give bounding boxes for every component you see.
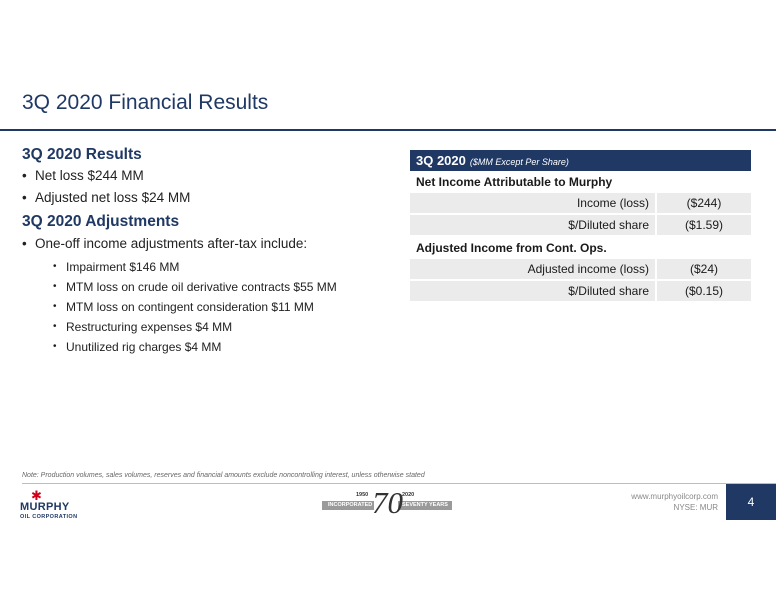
results-table <box>410 150 751 303</box>
table-header <box>410 150 751 171</box>
anniv-year-right: 2020 <box>402 492 415 498</box>
sub-bullet-rig-charges: • Unutilized rig charges $4 MM <box>22 338 402 356</box>
results-text-block <box>22 146 402 356</box>
row-label: Adjusted income (loss) <box>410 259 655 279</box>
table-section-net-income: Net Income Attributable to Murphy <box>416 175 613 189</box>
adjustments-heading: 3Q 2020 Adjustments <box>22 213 180 230</box>
table-row <box>410 215 751 235</box>
sub-bullet-impairment: • Impairment $146 MM <box>22 258 402 276</box>
footer-contact <box>631 491 718 513</box>
logo-wordmark: MURPHY <box>20 501 70 513</box>
ticker-symbol: NYSE: MUR <box>673 503 718 512</box>
title-divider <box>0 129 776 131</box>
results-heading: 3Q 2020 Results <box>22 146 142 163</box>
anniv-label-left: INCORPORATED <box>328 502 373 508</box>
page-title: 3Q 2020 Financial Results <box>22 91 269 114</box>
page-number: 4 <box>726 484 776 520</box>
footnote: Note: Production volumes, sales volumes, reserves and financial amounts exclude noncontrolling interest, unless otherwise stated <box>22 472 425 479</box>
row-label: $/Diluted share <box>410 281 655 301</box>
anniv-year-left: 1950 <box>356 492 369 498</box>
row-label: Income (loss) <box>410 193 655 213</box>
table-header-sub: ($MM Except Per Share) <box>469 157 569 167</box>
table-section-adjusted-income: Adjusted Income from Cont. Ops. <box>416 241 607 255</box>
star-icon: ✱ <box>31 488 42 503</box>
murphy-logo <box>20 489 90 523</box>
logo-subtitle: OIL CORPORATION <box>20 514 78 520</box>
row-value: ($24) <box>657 259 751 279</box>
table-row <box>410 193 751 213</box>
sub-bullet-mtm-contingent: • MTM loss on contingent consideration $11 MM <box>22 298 402 316</box>
bullet-one-off: • One-off income adjustments after-tax include: <box>22 234 402 253</box>
footer-divider <box>22 483 776 484</box>
bullet-adjusted-net-loss: • Adjusted net loss $24 MM <box>22 188 402 207</box>
row-value: ($0.15) <box>657 281 751 301</box>
table-header-main: 3Q 2020 <box>416 153 466 168</box>
table-row <box>410 281 751 301</box>
sub-bullet-mtm-crude: • MTM loss on crude oil derivative contracts $55 MM <box>22 278 402 296</box>
anniv-label-right: SEVENTY YEARS <box>402 502 448 508</box>
anniversary-badge <box>322 485 452 520</box>
table-row <box>410 259 751 279</box>
bullet-net-loss: • Net loss $244 MM <box>22 166 402 185</box>
row-value: ($1.59) <box>657 215 751 235</box>
row-label: $/Diluted share <box>410 215 655 235</box>
sub-bullet-restructuring: • Restructuring expenses $4 MM <box>22 318 402 336</box>
row-value: ($244) <box>657 193 751 213</box>
website-url: www.murphyoilcorp.com <box>631 492 718 501</box>
anniv-number: 70 <box>372 485 403 520</box>
